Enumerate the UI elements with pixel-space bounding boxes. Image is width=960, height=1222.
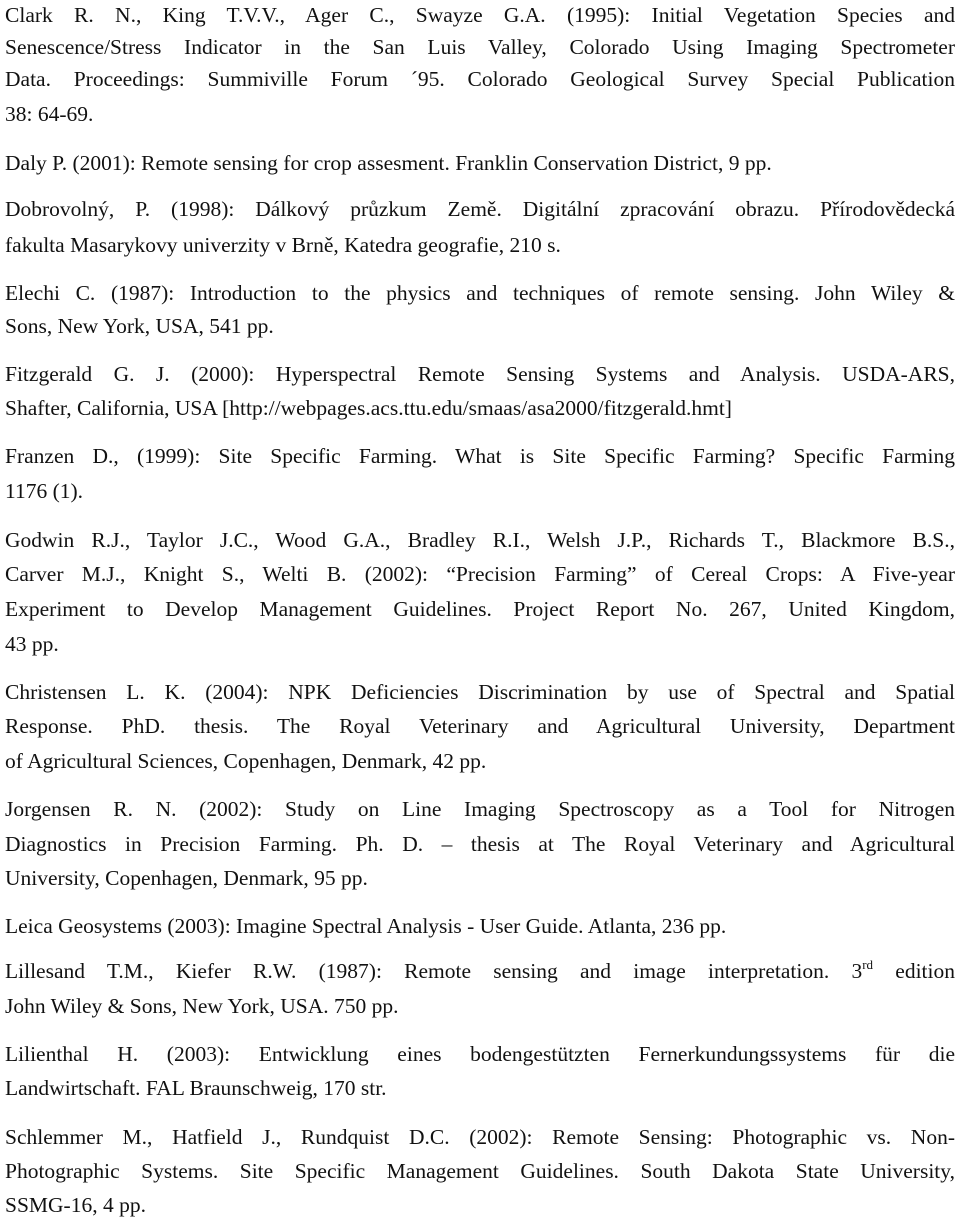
reference-line: Lilienthal H. (2003): Entwicklung eines bodengestützten Fernerkundungssystems für die	[5, 1042, 955, 1066]
reference-line-text: Lillesand T.M., Kiefer R.W. (1987): Remote sensing and image interpretation. 3	[5, 959, 863, 983]
reference-line: 38: 64-69.	[5, 102, 94, 126]
reference-line: Leica Geosystems (2003): Imagine Spectral Analysis - User Guide. Atlanta, 236 pp.	[5, 914, 727, 938]
reference-line: Data. Proceedings: Summiville Forum ´95. Colorado Geological Survey Special Publication	[5, 67, 955, 91]
reference-line: 43 pp.	[5, 632, 59, 656]
reference-line: Diagnostics in Precision Farming. Ph. D. – thesis at The Royal Veterinary and Agricultural	[5, 832, 955, 856]
reference-line: of Agricultural Sciences, Copenhagen, Denmark, 42 pp.	[5, 749, 487, 773]
reference-line: Daly P. (2001): Remote sensing for crop assesment. Franklin Conservation District, 9 pp.	[5, 151, 772, 175]
reference-line: Carver M.J., Knight S., Welti B. (2002): “Precision Farming” of Cereal Crops: A Five-year	[5, 562, 955, 586]
reference-line: Godwin R.J., Taylor J.C., Wood G.A., Bradley R.I., Welsh J.P., Richards T., Blackmore B.S.,	[5, 528, 955, 552]
reference-line: Elechi C. (1987): Introduction to the physics and techniques of remote sensing. John Wiley &	[5, 281, 955, 305]
reference-line: Franzen D., (1999): Site Specific Farming. What is Site Specific Farming? Specific Farming	[5, 444, 955, 468]
reference-line: Senescence/Stress Indicator in the San Luis Valley, Colorado Using Imaging Spectrometer	[5, 35, 955, 59]
reference-line	[5, 958, 955, 984]
reference-line: Experiment to Develop Management Guidelines. Project Report No. 267, United Kingdom,	[5, 597, 955, 621]
reference-line: Jorgensen R. N. (2002): Study on Line Imaging Spectroscopy as a Tool for Nitrogen	[5, 797, 955, 821]
reference-line: SSMG-16, 4 pp.	[5, 1193, 146, 1217]
reference-line: Response. PhD. thesis. The Royal Veterinary and Agricultural University, Department	[5, 714, 955, 738]
reference-line: John Wiley & Sons, New York, USA. 750 pp.	[5, 994, 399, 1018]
reference-line: 1176 (1).	[5, 479, 84, 503]
reference-line: Dobrovolný, P. (1998): Dálkový průzkum Země. Digitální zpracování obrazu. Přírodovědecká	[5, 197, 955, 221]
reference-line-text: edition	[873, 959, 956, 983]
reference-line: Photographic Systems. Site Specific Management Guidelines. South Dakota State University,	[5, 1159, 955, 1183]
reference-line: Shafter, California, USA [http://webpages.acs.ttu.edu/smaas/asa2000/fitzgerald.hmt]	[5, 396, 732, 420]
reference-line: Fitzgerald G. J. (2000): Hyperspectral Remote Sensing Systems and Analysis. USDA-ARS,	[5, 362, 955, 386]
reference-line: Sons, New York, USA, 541 pp.	[5, 314, 274, 338]
reference-line: fakulta Masarykovy univerzity v Brně, Katedra geografie, 210 s.	[5, 233, 561, 257]
reference-line: Schlemmer M., Hatfield J., Rundquist D.C. (2002): Remote Sensing: Photographic vs. Non-	[5, 1125, 955, 1149]
reference-line: University, Copenhagen, Denmark, 95 pp.	[5, 866, 368, 890]
ordinal-superscript: rd	[862, 957, 874, 972]
reference-line: Christensen L. K. (2004): NPK Deficiencies Discrimination by use of Spectral and Spatial	[5, 680, 955, 704]
reference-line: Landwirtschaft. FAL Braunschweig, 170 str.	[5, 1076, 387, 1100]
reference-line: Clark R. N., King T.V.V., Ager C., Swayze G.A. (1995): Initial Vegetation Species and	[5, 3, 955, 27]
